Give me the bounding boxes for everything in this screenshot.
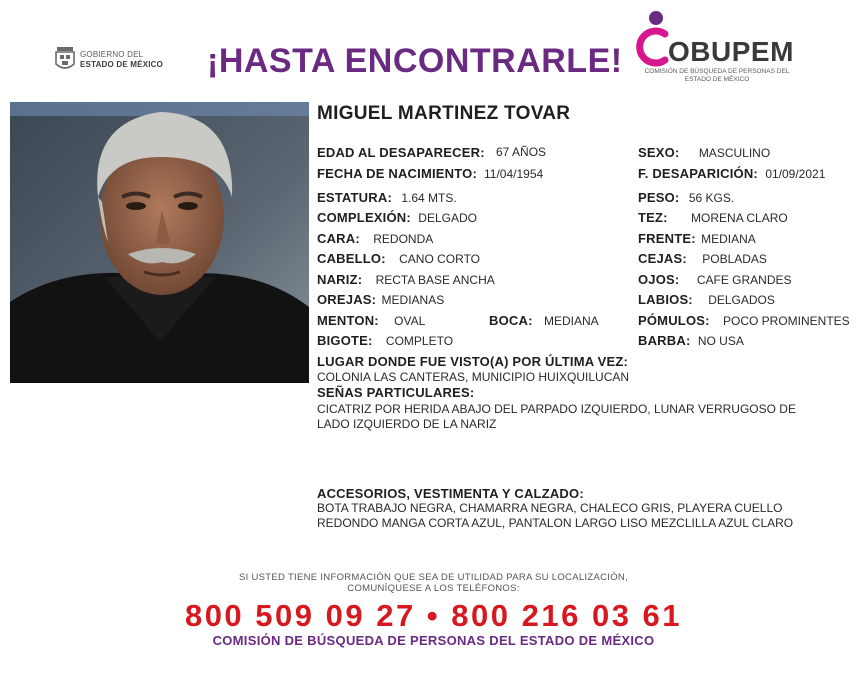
field-value: 11/04/1954 [484,167,544,181]
field-desaparicion [638,167,825,181]
field-value: REDONDA [373,232,434,246]
field-value: 67 AÑOS [496,145,547,159]
footer-info-line-1: SI USTED TIENE INFORMACIÓN QUE SEA DE UTILIDAD PARA SU LOCALIZACIÓN, [238,572,629,583]
field-cabello [317,252,480,266]
contact-phone-numbers: 800 509 09 27 • 800 216 03 61 [184,598,683,633]
field-value: 56 KGS. [688,191,735,205]
field-value: MEDIANA [701,232,756,246]
last-seen-location: COLONIA LAS CANTERAS, MUNICIPIO HUIXQUILUCAN [317,370,630,384]
field-label: FECHA DE NACIMIENTO: [317,166,477,181]
poster-header [0,0,867,96]
marks-line-2: LADO IZQUIERDO DE LA NARIZ [317,417,497,431]
field-orejas [317,293,444,307]
field-value: MORENA CLARO [691,211,788,225]
field-label: TEZ: [638,210,668,225]
cobupem-logo [632,8,792,88]
field-labios [638,293,775,307]
field-value: POBLADAS [702,252,767,266]
field-label: EDAD AL DESAPARECER: [317,145,485,160]
state-government-logo [54,44,174,76]
field-complexion [317,211,477,225]
field-value: RECTA BASE ANCHA [375,273,495,287]
person-name: MIGUEL MARTINEZ TOVAR [317,103,571,124]
field-label: OJOS: [638,272,680,287]
field-boca [489,314,599,328]
person-portrait-image [10,102,309,383]
field-label: COMPLEXIÓN: [317,210,411,225]
field-cejas [638,252,767,266]
clothing-heading: ACCESORIOS, VESTIMENTA Y CALZADO: [317,486,584,501]
field-label: F. DESAPARICIÓN: [638,166,758,181]
field-value: CANO CORTO [399,252,481,266]
field-nacimiento-value [484,167,543,181]
commission-name: COMISIÓN DE BÚSQUEDA DE PERSONAS DEL ESTADO DE MÉXICO [212,633,655,648]
state-shield-icon [54,46,76,72]
field-menton [317,314,425,328]
brand-name: OBUPEM [668,36,794,67]
field-ojos [638,273,792,287]
field-value: COMPLETO [385,334,454,348]
field-cara [317,232,433,246]
field-pomulos [638,314,850,328]
field-nacimiento [317,167,477,181]
field-label: NARIZ: [317,272,363,287]
gov-logo-line1: GOBIERNO DEL [80,50,144,59]
clothing-line-1: BOTA TRABAJO NEGRA, CHAMARRA NEGRA, CHALECO GRIS, PLAYERA CUELLO [317,501,783,515]
field-label: LABIOS: [638,292,693,307]
footer-info-line-2: COMUNÍQUESE A LOS TELÉFONOS: [347,583,520,594]
field-barba [638,334,744,348]
field-value: NO USA [697,334,744,348]
field-label: MENTON: [317,313,379,328]
field-value: MEDIANAS [381,293,445,307]
field-label: PÓMULOS: [638,313,710,328]
brand-subtitle: COMISIÓN DE BÚSQUEDA DE PERSONAS DEL ESTADO DE MÉXICO [644,68,790,83]
field-bigote [317,334,453,348]
field-label: CABELLO: [317,251,386,266]
field-label: CEJAS: [638,251,687,266]
field-label: CARA: [317,231,360,246]
field-value: MEDIANA [543,314,599,328]
field-peso [638,191,734,205]
field-value: MASCULINO [698,146,771,160]
clothing-line-2: REDONDO MANGA CORTA AZUL, PANTALON LARGO LISO MEZCLILLA AZUL CLARO [317,516,794,530]
field-tez [638,211,788,225]
marks-line-1: CICATRIZ POR HERIDA ABAJO DEL PARPADO IZQUIERDO, LUNAR VERRUGOSO DE [317,402,796,416]
missing-person-photo [10,102,309,383]
marks-heading: SEÑAS PARTICULARES: [317,385,475,400]
field-label: BARBA: [638,333,691,348]
cobupem-mark-icon [632,8,672,70]
field-label: BOCA: [489,313,533,328]
field-estatura [317,191,457,205]
field-label: BIGOTE: [317,333,373,348]
field-frente [638,232,756,246]
field-value: CAFE GRANDES [696,273,792,287]
field-edad [317,146,485,160]
field-label: PESO: [638,190,680,205]
last-seen-heading: LUGAR DONDE FUE VISTO(A) POR ÚLTIMA VEZ: [317,354,629,369]
field-value: OVAL [394,314,426,328]
field-value: DELGADOS [708,293,775,307]
field-nariz [317,273,495,287]
field-value: POCO PROMINENTES [723,314,850,328]
field-label: FRENTE: [638,231,696,246]
field-edad-value [496,145,546,159]
poster-title: ¡HASTA ENCONTRARLE! [207,42,623,80]
field-label: ESTATURA: [317,190,392,205]
field-label: OREJAS: [317,292,377,307]
gov-logo-line2: ESTADO DE MÉXICO [80,60,164,69]
field-value: DELGADO [418,211,477,225]
field-label: SEXO: [638,145,680,160]
field-value: 01/09/2021 [765,167,826,181]
field-value: 1.64 MTS. [401,191,457,205]
field-sexo [638,146,770,160]
